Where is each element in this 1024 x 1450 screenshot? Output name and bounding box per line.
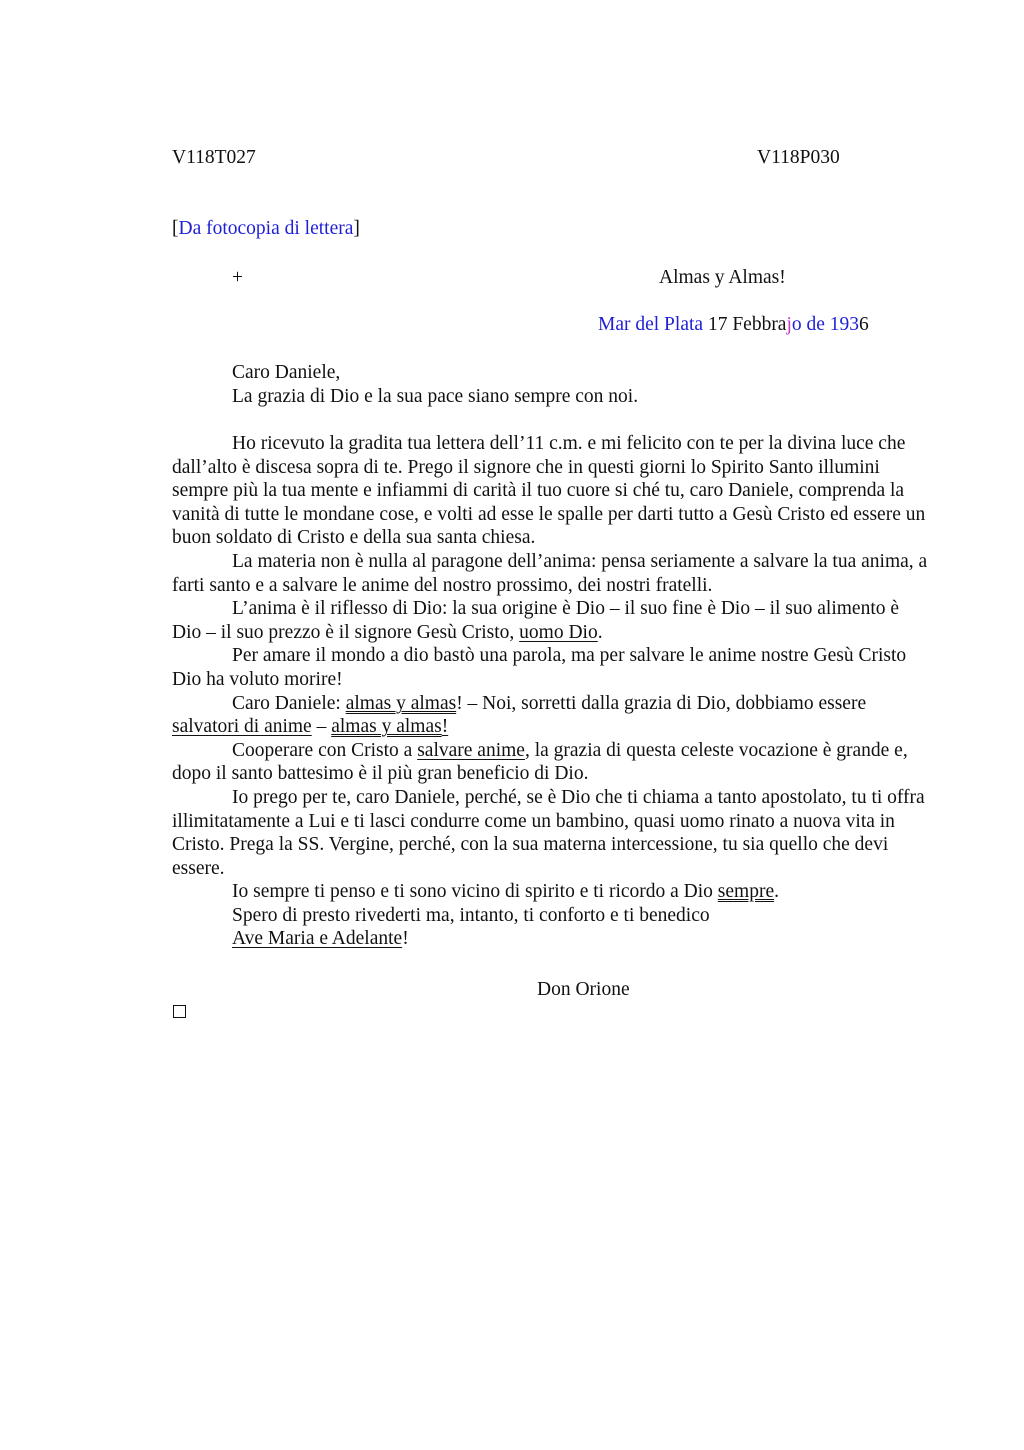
motto: Almas y Almas! [659,267,786,288]
greeting: La grazia di Dio e la sua pace siano sempre con noi. [232,386,639,407]
day: 17 [707,314,728,335]
source-note-text: Da fotocopia di lettera [178,218,354,239]
place-date: Mar del Plata 17 Febbrajo de 1936 [598,314,869,335]
cross-symbol: + [232,267,243,288]
paragraph-5: Caro Daniele: almas y almas! – Noi, sorretti dalla grazia di Dio, dobbiamo essere salvatori di anime – almas y almas! [172,692,867,738]
end-box-icon [173,1005,186,1018]
document-code-right: V118P030 [757,147,840,168]
paragraph-6: Cooperare con Cristo a salvare anime, la grazia di questa celeste vocazione è grande e, dopo il santo battesimo è il più gran beneficio di Dio. [172,739,908,785]
paragraph-4: Per amare il mondo a dio bastò una parola, ma per salvare le anime nostre Gesù Cristo Dio ha voluto morire! [172,645,907,690]
letter-body [172,432,932,951]
paragraph-7: Io prego per te, caro Daniele, perché, se è Dio che ti chiama a tanto apostolato, tu ti offra illimitatamente a Lui e ti lasci condurre come un bambino, quasi uomo rinato a nuova vita in Cristo. Prega la SS. Vergine, perché, con la sua materna intercessione, tu sia quello che devi essere. [172,786,925,879]
salutation: Caro Daniele, [232,362,341,383]
source-note: [Da fotocopia di lettera] [172,218,360,239]
paragraph-9: Spero di presto rivederti ma, intanto, ti conforto e ti benedico [232,904,710,926]
signature: Don Orione [537,979,630,1000]
document-code-left: V118T027 [172,147,256,168]
paragraph-1: Ho ricevuto la gradita tua lettera dell’11 c.m. e mi felicito con te per la divina luce che dall’alto è discesa sopra di te. Prego il signore che in questi giorni lo Spirito Santo illumini sempre più la tua mente e infiammi di carità il tuo cuore si ché tu, caro Daniele, comprenda la vanità di tutte le mondane cose, e volti ad esse le spalle per darti tutto a Gesù Cristo ed essere un buon soldato di Cristo e della sua santa chiesa. [172,433,926,549]
paragraph-2: La materia non è nulla al paragone dell’anima: pensa seriamente a salvare la tua anima, a farti santo e a salvare le anime del nostro prossimo, dei nostri fratelli. [172,550,928,596]
year: 1936 [829,314,869,335]
paragraph-3: L’anima è il riflesso di Dio: la sua origine è Dio – il suo fine è Dio – il suo alimento è Dio – il suo prezzo è il signore Gesù Cristo, uomo Dio. [172,598,900,643]
place: Mar del Plata [598,314,704,335]
paragraph-8: Io sempre ti penso e ti sono vicino di spirito e ti ricordo a Dio sempre. [232,881,779,903]
closing-motto: Ave Maria e Adelante! [232,928,409,950]
month: Febbrajo [732,314,802,335]
